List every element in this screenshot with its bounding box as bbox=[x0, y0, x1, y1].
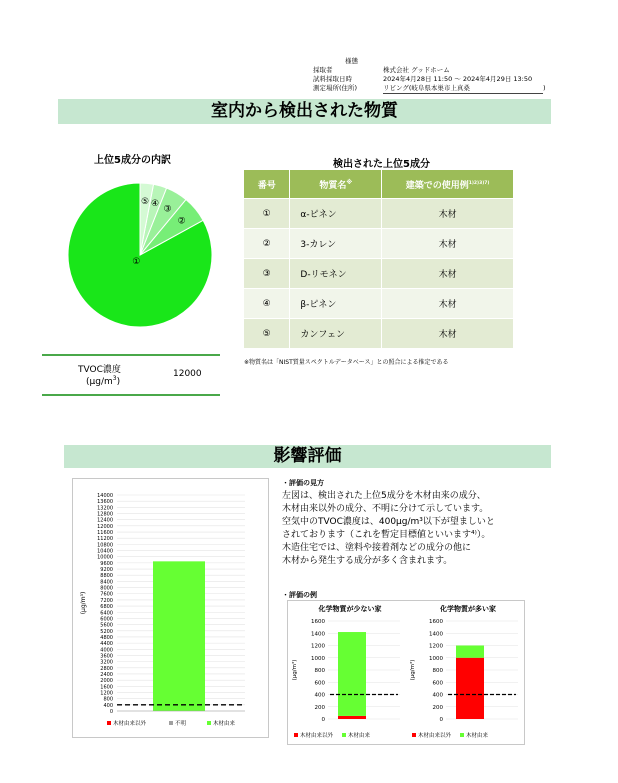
row-name: β-ピネン bbox=[290, 289, 382, 319]
explain-heading: ・評価の見方 bbox=[282, 479, 324, 487]
section-title-detected: 室内から検出された物質 bbox=[58, 99, 551, 124]
row-name: α-ピネン bbox=[290, 199, 382, 229]
table-row bbox=[244, 259, 514, 289]
header-value-location-end: ) bbox=[543, 84, 546, 92]
y-tick-label: 14000 bbox=[97, 493, 113, 499]
legend-swatch bbox=[342, 733, 346, 737]
row-no: ③ bbox=[244, 259, 290, 289]
legend-swatch bbox=[412, 733, 416, 737]
y-tick-label: 1000 bbox=[311, 655, 325, 662]
y-tick-label: 1400 bbox=[429, 631, 443, 638]
y-tick-label: 1600 bbox=[429, 619, 443, 625]
y-tick-label: 600 bbox=[314, 680, 325, 687]
y-tick-label: 6800 bbox=[100, 604, 113, 611]
legend-label: 木材由来 bbox=[213, 721, 236, 727]
table-title: 検出された上位5成分 bbox=[333, 159, 430, 170]
y-tick-label: 11200 bbox=[97, 536, 113, 543]
y-tick-label: 0 bbox=[321, 717, 325, 723]
y-tick-label: 3600 bbox=[100, 653, 113, 660]
example-chart-title: 化学物質が多い家 bbox=[440, 605, 496, 613]
y-tick-label: 7200 bbox=[100, 597, 113, 604]
y-axis-label: (μg/m³) bbox=[292, 659, 298, 681]
y-tick-label: 800 bbox=[103, 696, 113, 703]
y-tick-label: 13600 bbox=[97, 499, 113, 506]
table-footnote: ※物質名は「NIST質量スペクトルデータベース」との照合による推定である bbox=[244, 359, 449, 366]
y-tick-label: 0 bbox=[109, 709, 113, 715]
y-tick-label: 6000 bbox=[100, 616, 113, 623]
header-label-location: 測定場所(住所) bbox=[313, 84, 358, 92]
section-title-evaluation: 影響評価 bbox=[64, 445, 551, 468]
y-tick-label: 4800 bbox=[100, 634, 113, 641]
y-tick-label: 5200 bbox=[100, 628, 113, 635]
y-tick-label: 13200 bbox=[97, 505, 113, 512]
bar-segment bbox=[153, 561, 205, 711]
pie-slice-label: ④ bbox=[151, 199, 160, 210]
legend-label: 木材由来 bbox=[348, 733, 371, 739]
y-tick-label: 600 bbox=[432, 680, 443, 687]
y-tick-label: 1000 bbox=[429, 655, 443, 662]
y-tick-label: 2000 bbox=[100, 678, 113, 685]
header-label-sampler: 採取者 bbox=[313, 66, 333, 74]
col-use: 建築での使用例$^{1)2)3)7)}$ bbox=[382, 170, 514, 199]
explain-line-5: 木造住宅では、塗料や接着剤などの成分の他に bbox=[282, 543, 472, 553]
y-tick-label: 9200 bbox=[100, 567, 113, 574]
y-tick-label: 4000 bbox=[100, 647, 113, 654]
legend-swatch bbox=[169, 721, 173, 725]
y-tick-label: 12400 bbox=[97, 517, 113, 524]
col-name: 物質名※ bbox=[290, 170, 382, 199]
y-tick-label: 0 bbox=[439, 717, 443, 723]
pie-slice-label: ② bbox=[177, 216, 186, 227]
legend-swatch bbox=[460, 733, 464, 737]
y-tick-label: 1200 bbox=[311, 643, 325, 650]
example-chart-title: 化学物質が少ない家 bbox=[318, 605, 382, 613]
header-value-sampler: 株式会社 グッドホーム bbox=[383, 66, 450, 74]
main-bar-chart bbox=[73, 479, 268, 737]
legend-label: 木材由来以外 bbox=[418, 733, 452, 739]
y-tick-label: 11600 bbox=[97, 530, 113, 537]
header-value-location: リビング(岐阜県本巣市上真桑 bbox=[383, 84, 470, 92]
example-chart-box bbox=[287, 600, 525, 745]
tvoc-label: TVOC濃度 bbox=[78, 365, 121, 375]
y-tick-label: 12000 bbox=[97, 523, 113, 530]
row-name: D-リモネン bbox=[290, 259, 382, 289]
header-underline bbox=[383, 93, 543, 94]
legend-swatch bbox=[207, 721, 211, 725]
y-tick-label: 1200 bbox=[100, 690, 113, 697]
main-chart-box bbox=[72, 478, 269, 738]
y-tick-label: 6400 bbox=[100, 610, 113, 617]
y-tick-label: 1200 bbox=[429, 643, 443, 650]
legend-label: 不明 bbox=[175, 721, 187, 727]
table-header-row bbox=[244, 170, 514, 199]
explain-line-6: 木材から発生する成分が多く含まれます。 bbox=[282, 556, 453, 566]
y-tick-label: 8000 bbox=[100, 585, 113, 592]
y-tick-label: 200 bbox=[314, 704, 325, 711]
y-tick-label: 12800 bbox=[97, 511, 113, 518]
top5-table bbox=[244, 170, 514, 348]
y-tick-label: 2800 bbox=[100, 665, 113, 672]
bar-segment bbox=[338, 632, 366, 716]
y-tick-label: 5600 bbox=[100, 622, 113, 629]
explain-line-2: 木材由来以外の成分、不明に分けて示しています。 bbox=[282, 504, 489, 514]
row-use: 木材 bbox=[382, 289, 514, 319]
y-tick-label: 4400 bbox=[100, 641, 113, 648]
legend-label: 木材由来以外 bbox=[113, 721, 147, 727]
header-title: 様態 bbox=[345, 57, 358, 65]
y-tick-label: 1400 bbox=[311, 631, 325, 638]
explain-line-3: 空気中のTVOC濃度は、400μg/m³以下が望ましいと bbox=[282, 517, 495, 527]
table-row bbox=[244, 229, 514, 259]
row-use: 木材 bbox=[382, 259, 514, 289]
explain-line-1: 左図は、検出された上位5成分を木材由来の成分、 bbox=[282, 491, 486, 501]
tvoc-value: 12000 bbox=[173, 369, 202, 379]
y-tick-label: 10400 bbox=[97, 548, 113, 555]
y-tick-label: 800 bbox=[314, 668, 325, 674]
table-row bbox=[244, 289, 514, 319]
row-use: 木材 bbox=[382, 229, 514, 259]
y-tick-label: 8800 bbox=[100, 573, 113, 580]
y-tick-label: 7600 bbox=[100, 591, 113, 598]
pie-slice-label: ① bbox=[132, 257, 141, 268]
y-tick-label: 1600 bbox=[311, 619, 325, 625]
y-tick-label: 10000 bbox=[97, 554, 113, 561]
header-label-datetime: 試料採取日時 bbox=[313, 75, 352, 83]
y-tick-label: 1600 bbox=[100, 684, 113, 691]
table-row bbox=[244, 319, 514, 349]
col-no: 番号 bbox=[244, 170, 290, 199]
y-tick-label: 9600 bbox=[100, 560, 113, 567]
legend-label: 木材由来以外 bbox=[300, 733, 334, 739]
legend-label: 木材由来 bbox=[466, 733, 489, 739]
pie-chart bbox=[60, 175, 220, 335]
y-tick-label: 400 bbox=[432, 692, 443, 699]
table-row bbox=[244, 199, 514, 229]
pie-slice-label: ③ bbox=[163, 204, 172, 215]
y-axis-label: (μg/m³) bbox=[80, 591, 87, 615]
example-heading: ・評価の例 bbox=[282, 591, 317, 599]
y-tick-label: 8400 bbox=[100, 579, 113, 586]
row-no: ④ bbox=[244, 289, 290, 319]
row-use: 木材 bbox=[382, 199, 514, 229]
row-use: 木材 bbox=[382, 319, 514, 349]
bar-segment bbox=[338, 716, 366, 719]
y-tick-label: 200 bbox=[432, 704, 443, 711]
y-tick-label: 3200 bbox=[100, 659, 113, 666]
y-tick-label: 2400 bbox=[100, 671, 113, 678]
y-tick-label: 800 bbox=[432, 668, 443, 674]
row-no: ⑤ bbox=[244, 319, 290, 349]
explain-line-4: されております（これを暫定目標値といいます⁴⁾）。 bbox=[282, 530, 491, 540]
row-no: ② bbox=[244, 229, 290, 259]
row-name: カンフェン bbox=[290, 319, 382, 349]
legend-swatch bbox=[107, 721, 111, 725]
y-axis-label: (μg/m³) bbox=[410, 659, 416, 681]
y-tick-label: 10800 bbox=[97, 542, 113, 549]
tvoc-unit: $(\mu g/m^3)$ bbox=[86, 375, 121, 387]
pie-slice-label: ⑤ bbox=[141, 197, 150, 208]
example-bar-charts bbox=[288, 601, 524, 744]
legend-swatch bbox=[294, 733, 298, 737]
bar-segment bbox=[456, 658, 484, 719]
bar-segment bbox=[456, 646, 484, 658]
pie-title: 上位5成分の内訳 bbox=[94, 155, 171, 166]
header-value-datetime: 2024年4月28日 11:50 ～ 2024年4月29日 13:50 bbox=[383, 75, 533, 83]
y-tick-label: 400 bbox=[103, 702, 113, 709]
y-tick-label: 400 bbox=[314, 692, 325, 699]
row-name: 3-カレン bbox=[290, 229, 382, 259]
tvoc-box bbox=[42, 354, 220, 396]
row-no: ① bbox=[244, 199, 290, 229]
